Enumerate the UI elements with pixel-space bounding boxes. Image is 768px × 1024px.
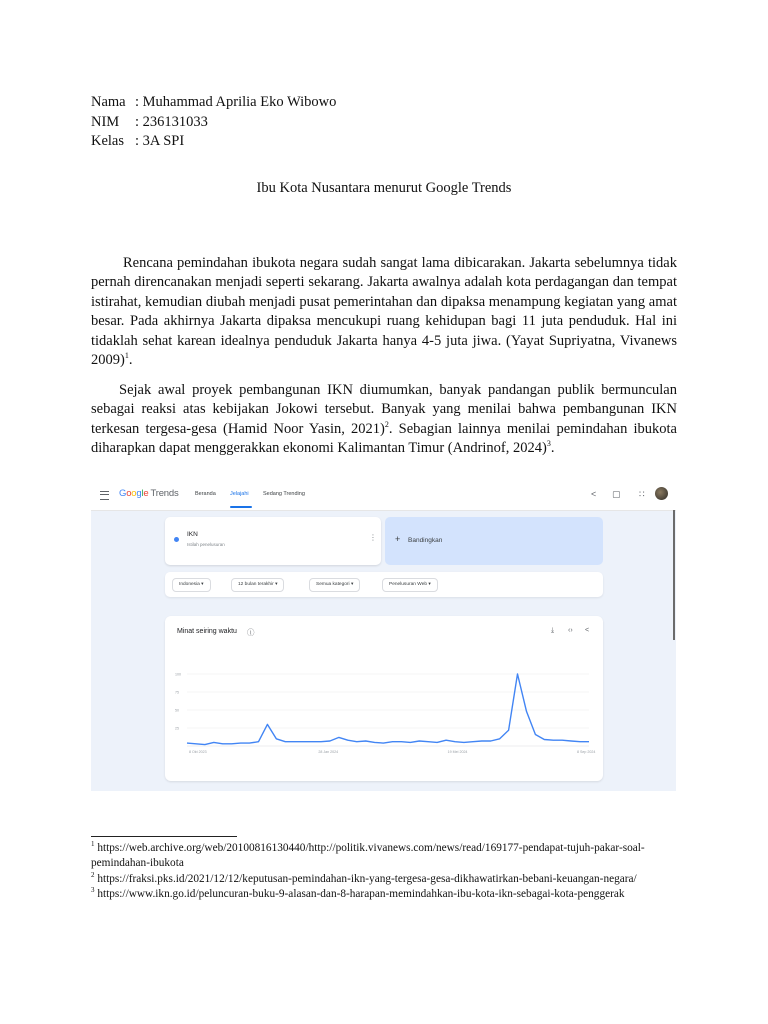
embed-icon: ‹› (568, 627, 573, 634)
y-tick-label: 25 (175, 726, 179, 731)
y-tick-label: 75 (175, 690, 179, 695)
feedback-icon: ▢ (612, 489, 621, 499)
filter-category: Semua kategori ▾ (309, 578, 360, 592)
identity-key: Nama (91, 94, 126, 110)
x-tick-label: 8 Sep 2024 (577, 750, 596, 754)
chart-title: Minat seiring waktu (177, 628, 237, 635)
footnote-ref[interactable]: 1 (124, 351, 129, 361)
trend-chart (165, 616, 603, 781)
footnote-ref[interactable]: 2 (384, 419, 389, 429)
identity-row-nim (91, 113, 336, 133)
identity-value: : 236131033 (135, 113, 208, 130)
paragraph-2-text-b: . Sebagian lainnya menilai pemindahan ibukota diharapkan dapat menggerakkan ekonomi Kalimantan Timur (Andrinof, 2024) (91, 420, 677, 457)
compare-card (385, 517, 603, 565)
paragraph-1-text: Rencana pemindahan ibukota negara sudah sangat lama dibicarakan. Jakarta sebelumnya tidak pernah direncanakan menjadi seperti sekarang. Jakarta awalnya adalah kota perdagangan dan tempat istirahat, kemudian diubah menjadi pusat pemerintahan dan dipaksa menampung kegiatan yang amat besar. Pada akhirnya Jakarta dipaksa mencukupi ruang kehidupan bagi 11 juta penduduk. Hal ini tidaklah sehat karean idealnya penduduk Jakarta hanya 4-5 juta jiwa. (Yayat Supriyatna, Vivanews 2009) (91, 254, 677, 369)
more-vert-icon: ⋮ (369, 533, 377, 542)
paragraph-1-tail: . (128, 352, 133, 369)
x-tick-label: 8 Okt 2023 (189, 750, 207, 754)
identity-value: : 3A SPI (135, 133, 185, 149)
x-tick-label: 19 Mei 2024 (447, 750, 468, 754)
footnote-url[interactable]: https://fraksi.pks.id/2021/12/12/keputusan-pemindahan-ikn-yang-tergesa-gesa-dikhawatirkan-bebani-keuangan-negara/ (97, 872, 637, 885)
identity-value: : Muhammad Aprilia Eko Wibowo (135, 94, 337, 110)
nav-beranda: Beranda (195, 491, 216, 497)
active-tab-indicator (230, 506, 252, 508)
google-trends-screenshot (91, 480, 676, 791)
paragraph-2 (91, 381, 677, 459)
download-icon: ⤓ (551, 627, 555, 634)
filter-search-type: Penelusuran Web ▾ (382, 578, 438, 592)
filter-time: 12 bulan terakhir ▾ (231, 578, 284, 592)
nav-jelajahi: Jelajahi (230, 491, 249, 497)
help-icon: ⓘ (247, 628, 255, 637)
series-color-dot (174, 537, 179, 542)
menu-icon (100, 491, 109, 500)
google-trends-logo: Google Trends (119, 488, 179, 499)
nav-sedang-trending: Sedang Trending (263, 491, 305, 497)
series-line-ikn (187, 674, 589, 745)
student-identity (91, 93, 336, 152)
paragraph-1 (91, 254, 677, 372)
footnote-separator (91, 836, 237, 837)
identity-row-name (91, 93, 336, 113)
y-tick-label: 100 (175, 672, 181, 677)
paragraph-2-tail: . (550, 440, 555, 457)
identity-row-class (91, 132, 336, 152)
search-term-name: IKN (187, 531, 198, 538)
identity-key: Kelas (91, 133, 125, 149)
search-term-subtitle: Istilah penelusuran (187, 542, 225, 547)
share-icon: < (591, 489, 597, 499)
paragraph-2-text-a: Sejak awal proyek pembangunan IKN diumumkan, banyak pandangan publik bermunculan sebagai reaksi atas kebijakan Jokowi tersebut. Banyak yang menilai bahwa pembangunan IKN terkesan tergesa-gesa (Hamid Noor Yasin, 2021) (91, 381, 677, 437)
footnote-url[interactable]: https://web.archive.org/web/20100816130440/http://politik.vivanews.com/news/read/169177-pendapat-tujuh-pakar-soal-pemindahan-ibukota (91, 842, 645, 870)
footnote-3: $^3$ https://www.ikn.go.id/peluncuran-buku-9-alasan-dan-8-harapan-memindahkan-ibu-kota-ikn-sebagai-kota-penggerak (91, 886, 625, 901)
document-title: Ibu Kota Nusantara menurut Google Trends (256, 180, 512, 196)
footnote-ref[interactable]: 3 (546, 439, 551, 449)
filter-region: Indonesia ▾ (172, 578, 211, 592)
filter-bar (165, 572, 603, 597)
identity-key: NIM (91, 113, 120, 130)
plus-icon: + (395, 534, 401, 544)
apps-icon: ∷ (639, 489, 645, 499)
avatar (655, 487, 668, 500)
x-tick-label: 28 Jan 2024 (318, 750, 339, 754)
interest-over-time-card (165, 616, 603, 781)
search-term-card (165, 517, 381, 565)
footnote-url[interactable]: https://www.ikn.go.id/peluncuran-buku-9-alasan-dan-8-harapan-memindahkan-ibu-kota-ikn-sebagai-kota-penggerak (97, 888, 625, 901)
trends-top-bar (91, 480, 676, 511)
footnotes (91, 841, 677, 903)
share-icon: < (585, 627, 590, 634)
compare-label: Bandingkan (408, 537, 443, 544)
scrollbar (673, 510, 675, 640)
footnote-2: $^2$ https://fraksi.pks.id/2021/12/12/keputusan-pemindahan-ikn-yang-tergesa-gesa-dikhawatirkan-bebani-keuangan-negara/ (91, 871, 637, 885)
footnote-1: $^1$ https://web.archive.org/web/20100816130440/http://politik.vivanews.com/news/read/169177-pendapat-tujuh-pakar-soal-pemindahan-ibukota (91, 840, 645, 870)
y-tick-label: 50 (175, 708, 179, 713)
